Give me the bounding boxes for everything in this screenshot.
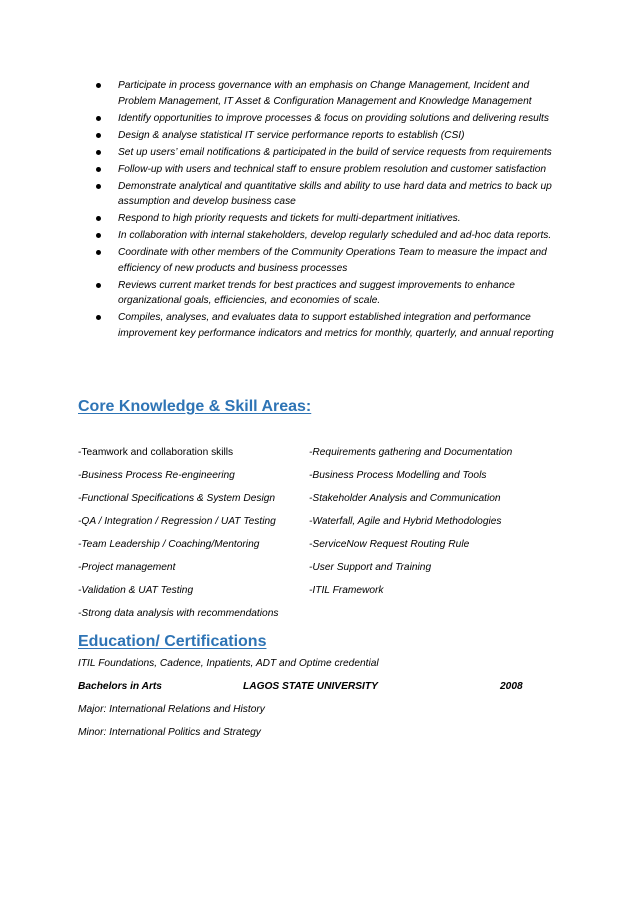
bullet-icon [96,216,101,221]
degree-year: 2008 [500,681,523,692]
degree-school: LAGOS STATE UNIVERSITY [243,681,378,692]
list-item [96,179,566,210]
skill-right-5: -ServiceNow Request Routing Rule [309,539,470,550]
skill-left-3: -Functional Specifications & System Design [78,493,276,504]
bullet-icon [96,116,101,121]
skill-right-7: -ITIL Framework [309,585,384,596]
bullet-icon [96,283,101,288]
bullet-icon [96,133,101,138]
skill-left-1: -Teamwork and collaboration skills [78,447,234,458]
list-item [96,228,566,244]
list-item-text: Compiles, analyses, and evaluates data to support established integration and performance improvement key performance indicators and metrics for monthly, quarterly, and annual reporting [118,312,554,339]
skill-right-3: -Stakeholder Analysis and Communication [309,493,501,504]
bullet-icon [96,184,101,189]
certifications-text: ITIL Foundations, Cadence, Inpatients, ADT and Optime credential [78,658,379,669]
major-text: Major: International Relations and History [78,704,265,715]
list-item [96,211,566,227]
list-item-text: Follow-up with users and technical staff to ensure problem resolution and customer satisfaction [118,163,547,175]
skill-left-5: -Team Leadership / Coaching/Mentoring [78,539,260,550]
list-item-text: Design & analyse statistical IT service performance reports to establish (CSI) [118,129,465,141]
bullet-icon [96,250,101,255]
list-item [96,111,566,127]
skill-right-2: -Business Process Modelling and Tools [309,470,487,481]
bullet-icon [96,233,101,238]
list-item-text: Respond to high priority requests and tickets for multi-department initiatives. [118,213,461,224]
skill-left-4: -QA / Integration / Regression / UAT Testing [78,516,276,527]
minor-text: Minor: International Politics and Strategy [78,727,261,738]
list-item [96,310,566,341]
list-item-text: Demonstrate analytical and quantitative skills and ability to use hard data and metrics to back up assumption and develop business case [118,180,552,207]
list-item-text: Participate in process governance with an emphasis on Change Management, Incident and Problem Management, IT Asset & Configuration Management and Knowledge Management [118,80,532,107]
list-item [96,278,566,309]
skills-heading: Core Knowledge & Skill Areas: [78,398,312,415]
list-item-text: In collaboration with internal stakeholders, develop regularly scheduled and ad-hoc data reports. [118,230,552,241]
list-item [96,245,566,276]
skill-left-8: -Strong data analysis with recommendations [78,608,279,619]
bullet-icon [96,150,101,155]
list-item-text: Coordinate with other members of the Community Operations Team to measure the impact and efficiency of new products and business processes [118,247,547,274]
bullet-icon [96,83,101,88]
degree-title: Bachelors in Arts [78,681,162,692]
bullet-icon [96,315,101,320]
list-item [96,128,566,144]
list-item-text: Reviews current market trends for best practices and suggest improvements to enhance organizational goals, efficiencies, and economies of scale. [118,279,515,306]
education-heading: Education/ Certifications [78,633,267,650]
list-item-text: Set up users’ email notifications & participated in the build of service requests from requirements [118,146,552,158]
skill-left-6: -Project management [78,562,176,573]
skill-left-7: -Validation & UAT Testing [78,585,194,596]
list-item [96,78,566,109]
skill-right-6: -User Support and Training [309,562,432,573]
list-item [96,162,566,178]
bullet-icon [96,167,101,172]
list-item-text: Identify opportunities to improve processes & focus on providing solutions and delivering results [118,112,549,124]
skill-right-1: -Requirements gathering and Documentation [309,447,513,458]
list-item [96,145,566,161]
responsibilities-list [96,78,566,343]
skill-left-2: -Business Process Re-engineering [78,470,235,481]
skill-right-4: -Waterfall, Agile and Hybrid Methodologies [309,516,502,527]
